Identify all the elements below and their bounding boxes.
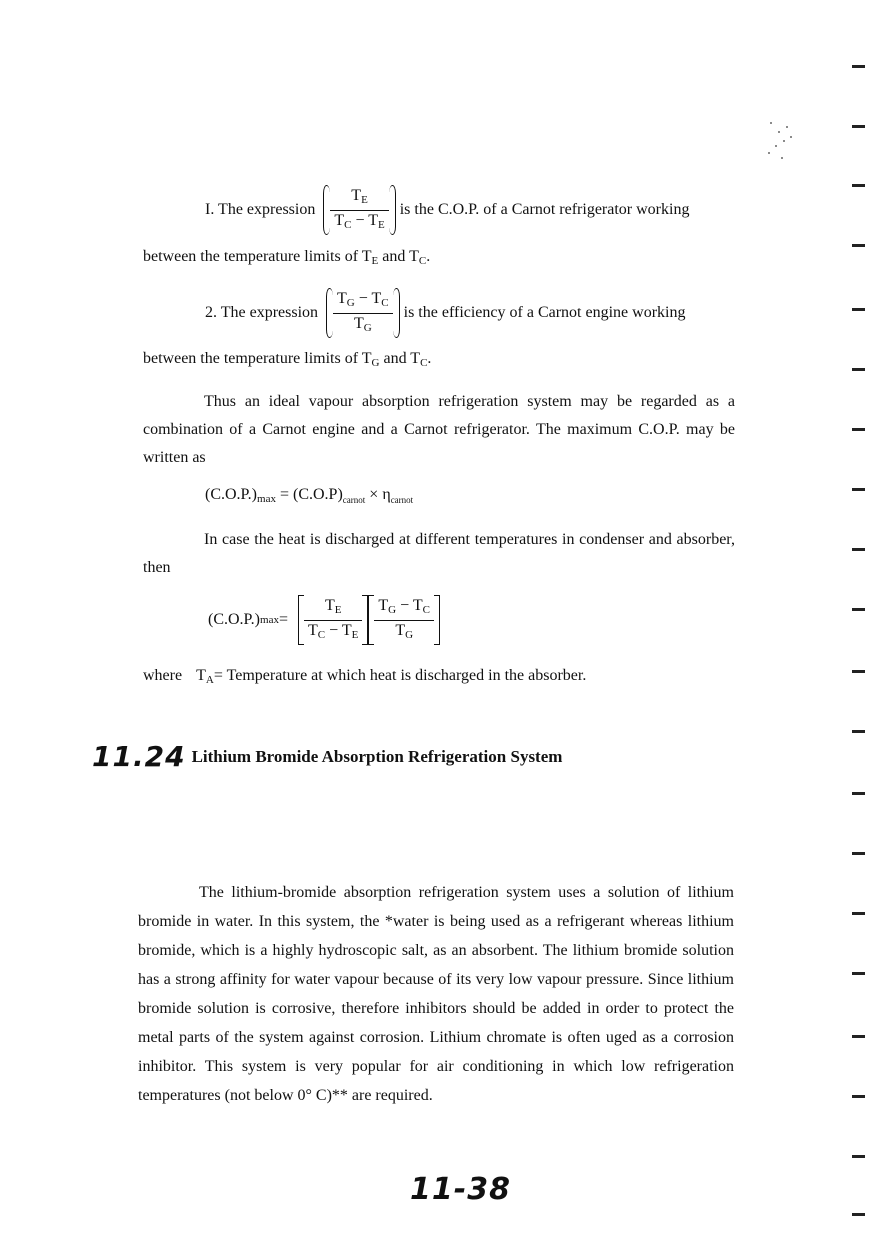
item1-line1 [205, 184, 689, 236]
right-bracket [434, 595, 440, 645]
item2-line2: between the temperature limits of $T_G$ and $T_C$. [143, 350, 432, 369]
item2-prefix: 2. The expression [205, 304, 319, 321]
item1-line2: between the temperature limits of $T_E$ and $T_C$. [143, 248, 431, 267]
section-title: Lithium Bromide Absorption Refrigeration System [191, 746, 563, 766]
section-heading [92, 740, 562, 773]
item1-suffix: is the C.O.P. of a Carnot refrigerator working [399, 201, 690, 218]
eq2-fraction-refrigerator: $\frac{T_E}{T_C - T_E}$ [304, 596, 362, 645]
item2-fraction: $\frac{T_G - T_C}{T_G}$ [333, 289, 393, 338]
section-number-handwritten: 11.24 [92, 740, 186, 773]
page-number-handwritten: 11-38 [410, 1172, 511, 1207]
item2-suffix: is the efficiency of a Carnot engine working [403, 304, 686, 321]
left-paren [326, 288, 333, 338]
where-definition: where $T_A=$ Temperature at which heat is discharged in the absorber. [143, 667, 587, 686]
item1-fraction: $\frac{T_E}{T_C - T_E}$ [330, 186, 388, 235]
item1-prefix: I. The expression [205, 201, 316, 218]
left-paren [323, 185, 330, 235]
eq2-fraction-engine: $\frac{T_G - T_C}{T_G}$ [374, 596, 434, 645]
equation-cop-max-product: (C.O.P.) max = $\frac{T_E}{T_C - T_E}$ $\frac{T_G - T_C}{T_G}$ [208, 594, 440, 646]
paragraph-lithium-bromide: The lithium-bromide absorption refrigeration system uses a solution of lithium bromide in water. In this system, the *water is being used as a refrigerant whereas lithium bromide, which is a highly hydroscopic salt, as an absorbent. The lithium bromide solution has a strong affinity for water vapour because of its very low vapour pressure. Since lithium bromide solution is corrosive, therefore inhibitors should be added in order to protect the metal parts of the system against corrosion. Lithium chromate is often uged as a corrosion inhibitor. This system is very popular for air conditioning in which low refrigeration temperatures (not below 0° C)** are required. [138, 884, 734, 1104]
right-paren [393, 288, 400, 338]
paragraph-different-temperatures: In case the heat is discharged at different temperatures in condenser and absorber, then [143, 531, 735, 576]
paragraph-ideal-system: Thus an ideal vapour absorption refrigeration system may be regarded as a combination of a Carnot engine and a Carnot refrigerator. The maximum C.O.P. may be written as [143, 393, 735, 466]
item2-line1 [205, 287, 685, 339]
right-paren [389, 185, 396, 235]
equation-cop-max: $(C.O.P.)_{max} = (C.O.P)_{carnot} \times \eta_{carnot}$ [205, 486, 414, 505]
